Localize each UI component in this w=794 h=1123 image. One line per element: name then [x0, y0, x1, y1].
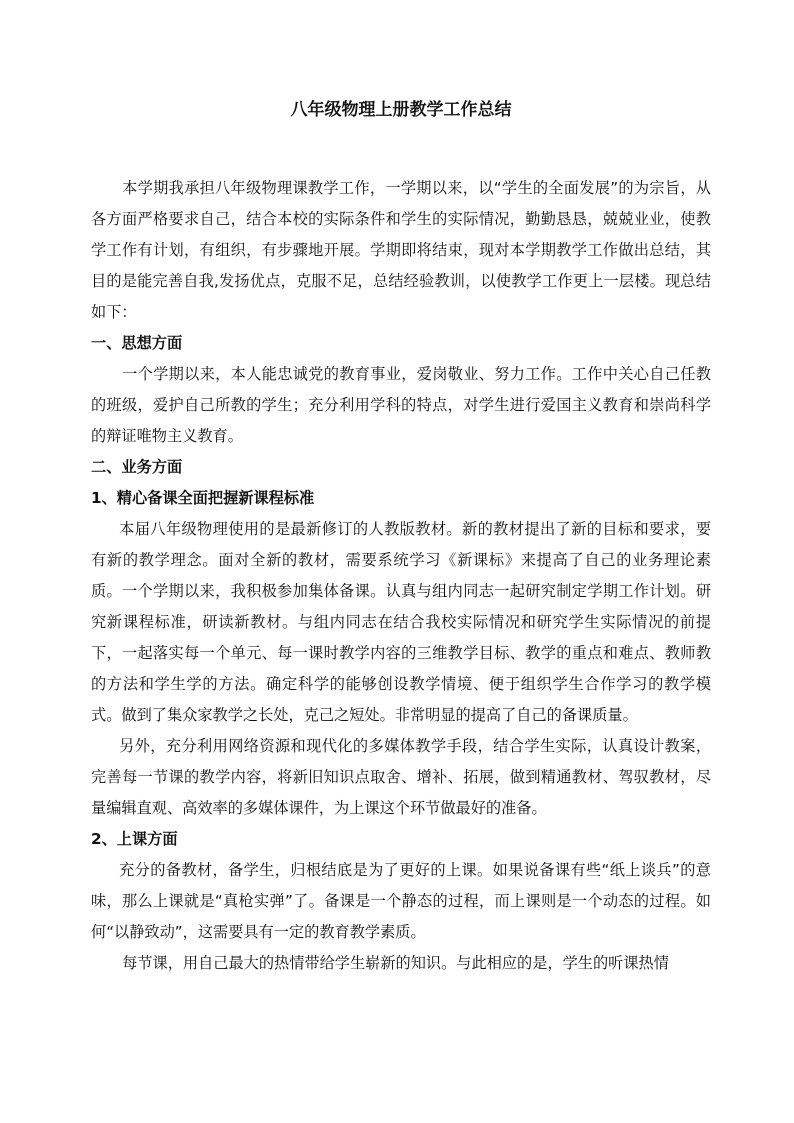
intro-paragraph: 本学期我承担八年级物理课教学工作，一学期以来，以“学生的全面发展”的为宗旨，从各方面严格要求自己，结合本校的实际条件和学生的实际情况，勤勤恳恳，兢兢业业，使教学工作有计划，有组织，有步骤地开展。学期即将结束，现对本学期教学工作做出总结，其目的是能完善自我,发扬优点，克服不足，总结经验教训，以使教学工作更上一层楼。现总结如下： — [91, 179, 711, 321]
lesson-prep-paragraph-2: 另外，充分利用网络资源和现代化的多媒体教学手段，结合学生实际，认真设计教案，完善每一节课的教学内容，将新旧知识点取舍、增补、拓展，做到精通教材、驾驭教材，尽量编辑直观、高效率的多媒体课件，为上课这个环节做最好的准备。 — [91, 737, 711, 817]
teaching-paragraph-1: 充分的备教材，备学生，归根结底是为了更好的上课。如果说备课有些“纸上谈兵”的意味，那么上课就是“真枪实弹”了。备课是一个静态的过程，而上课则是一个动态的过程。如何“以静致动”，这需要具有一定的教育教学素质。 — [91, 861, 711, 941]
subsection-heading-teaching: 2、上课方面 — [91, 830, 178, 848]
section-heading-business: 二、业务方面 — [91, 458, 183, 476]
document-title: 八年级物理上册教学工作总结 — [290, 100, 512, 120]
section-heading-ideology: 一、思想方面 — [91, 334, 183, 352]
teaching-paragraph-2: 每节课，用自己最大的热情带给学生崭新的知识。与此相应的是，学生的听课热情 — [122, 954, 669, 972]
ideology-paragraph: 一个学期以来，本人能忠诚党的教育事业，爱岗敬业、努力工作。工作中关心自己任教的班级，爱护自己所教的学生；充分利用学科的特点，对学生进行爱国主义教育和崇尚科学的辩证唯物主义教育。 — [91, 365, 711, 445]
subsection-heading-lesson-prep: 1、精心备课全面把握新课程标准 — [91, 489, 315, 507]
lesson-prep-paragraph-1: 本届八年级物理使用的是最新修订的人教版教材。新的教材提出了新的目标和要求，要有新的教学理念。面对全新的教材，需要系统学习《新课标》来提高了自己的业务理论素质。一个学期以来，我积极参加集体备课。认真与组内同志一起研究制定学期工作计划。研究新课程标准，研读新教材。与组内同志在结合我校实际情况和研究学生实际情况的前提下，一起落实每一个单元、每一课时教学内容的三维教学目标、教学的重点和难点、教师教的方法和学生学的方法。确定科学的能够创设教学情境、便于组织学生合作学习的教学模式。做到了集众家教学之长处，克己之短处。非常明显的提高了自己的备课质量。 — [91, 520, 711, 724]
document-page — [91, 95, 711, 979]
